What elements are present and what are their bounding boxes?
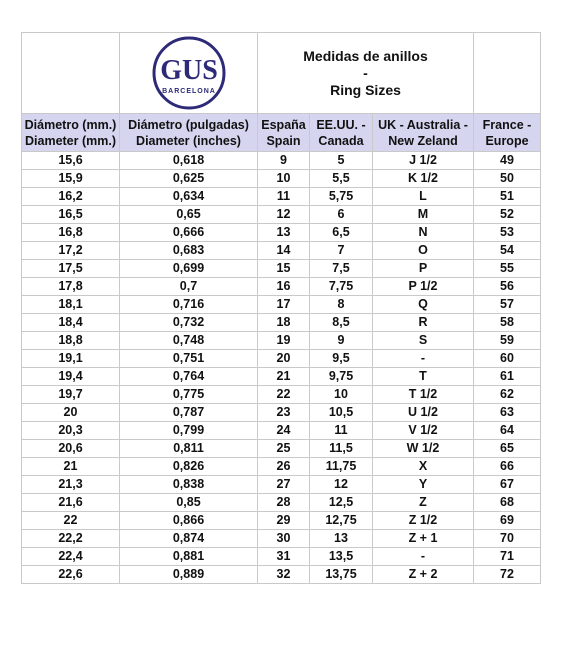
column-header-spain <box>258 114 310 152</box>
cell-france-europe: 61 <box>474 368 541 386</box>
cell-us-canada: 12,75 <box>310 512 373 530</box>
cell-uk-australia-nz: W 1/2 <box>373 440 474 458</box>
cell-spain: 9 <box>258 152 310 170</box>
gus-barcelona-logo <box>144 35 234 111</box>
cell-diameter-mm: 17,5 <box>22 260 120 278</box>
cell-diameter-inches: 0,625 <box>120 170 258 188</box>
cell-france-europe: 64 <box>474 422 541 440</box>
table-row <box>22 242 541 260</box>
cell-spain: 10 <box>258 170 310 188</box>
cell-diameter-mm: 21,6 <box>22 494 120 512</box>
cell-diameter-mm: 21 <box>22 458 120 476</box>
cell-diameter-mm: 19,4 <box>22 368 120 386</box>
column-header-line-1: UK - Australia - <box>378 117 468 132</box>
cell-diameter-mm: 22,6 <box>22 566 120 584</box>
cell-us-canada: 13,5 <box>310 548 373 566</box>
column-header-line-1: EE.UU. - <box>316 117 366 132</box>
table-row <box>22 440 541 458</box>
table-row <box>22 224 541 242</box>
cell-diameter-mm: 21,3 <box>22 476 120 494</box>
empty-corner-cell <box>22 33 120 114</box>
cell-france-europe: 53 <box>474 224 541 242</box>
column-header-uk-australia-nz <box>373 114 474 152</box>
cell-us-canada: 11,5 <box>310 440 373 458</box>
cell-diameter-mm: 22 <box>22 512 120 530</box>
cell-us-canada: 8 <box>310 296 373 314</box>
cell-us-canada: 11 <box>310 422 373 440</box>
column-header-row <box>22 114 541 152</box>
table-row <box>22 314 541 332</box>
cell-diameter-inches: 0,699 <box>120 260 258 278</box>
column-header-line-2: New Zeland <box>388 133 458 148</box>
cell-spain: 11 <box>258 188 310 206</box>
cell-uk-australia-nz: T <box>373 368 474 386</box>
table-row <box>22 476 541 494</box>
cell-uk-australia-nz: Z + 1 <box>373 530 474 548</box>
table-row <box>22 152 541 170</box>
cell-spain: 20 <box>258 350 310 368</box>
cell-diameter-mm: 19,7 <box>22 386 120 404</box>
cell-france-europe: 57 <box>474 296 541 314</box>
cell-diameter-inches: 0,889 <box>120 566 258 584</box>
title-line-3: Ring Sizes <box>330 81 401 98</box>
table-row <box>22 566 541 584</box>
cell-diameter-inches: 0,838 <box>120 476 258 494</box>
cell-diameter-inches: 0,787 <box>120 404 258 422</box>
cell-spain: 27 <box>258 476 310 494</box>
cell-diameter-mm: 18,1 <box>22 296 120 314</box>
cell-spain: 26 <box>258 458 310 476</box>
ring-size-sheet <box>21 32 540 584</box>
cell-spain: 21 <box>258 368 310 386</box>
header-row <box>22 33 541 114</box>
cell-diameter-inches: 0,799 <box>120 422 258 440</box>
cell-france-europe: 55 <box>474 260 541 278</box>
logo-sub-text: BARCELONA <box>161 88 216 95</box>
cell-diameter-inches: 0,874 <box>120 530 258 548</box>
column-header-us-canada <box>310 114 373 152</box>
title-line-1: Medidas de anillos <box>303 47 428 64</box>
cell-france-europe: 67 <box>474 476 541 494</box>
column-header-line-2: Diameter (inches) <box>136 133 241 148</box>
cell-diameter-mm: 18,4 <box>22 314 120 332</box>
cell-france-europe: 51 <box>474 188 541 206</box>
cell-uk-australia-nz: T 1/2 <box>373 386 474 404</box>
cell-france-europe: 59 <box>474 332 541 350</box>
cell-france-europe: 49 <box>474 152 541 170</box>
cell-diameter-mm: 22,4 <box>22 548 120 566</box>
cell-spain: 17 <box>258 296 310 314</box>
cell-spain: 25 <box>258 440 310 458</box>
cell-us-canada: 10 <box>310 386 373 404</box>
column-header-line-1: España <box>261 117 306 132</box>
cell-diameter-mm: 20,6 <box>22 440 120 458</box>
column-header-line-1: France - <box>482 117 532 132</box>
cell-us-canada: 6 <box>310 206 373 224</box>
cell-us-canada: 8,5 <box>310 314 373 332</box>
column-header-france-europe <box>474 114 541 152</box>
cell-diameter-mm: 20 <box>22 404 120 422</box>
cell-us-canada: 9,5 <box>310 350 373 368</box>
cell-france-europe: 50 <box>474 170 541 188</box>
cell-diameter-inches: 0,683 <box>120 242 258 260</box>
cell-diameter-inches: 0,751 <box>120 350 258 368</box>
table-row <box>22 278 541 296</box>
cell-spain: 30 <box>258 530 310 548</box>
cell-us-canada: 13 <box>310 530 373 548</box>
column-header-line-1: Diámetro (mm.) <box>24 117 117 132</box>
cell-diameter-inches: 0,811 <box>120 440 258 458</box>
cell-uk-australia-nz: Z + 2 <box>373 566 474 584</box>
cell-spain: 12 <box>258 206 310 224</box>
cell-diameter-mm: 16,8 <box>22 224 120 242</box>
cell-spain: 31 <box>258 548 310 566</box>
cell-uk-australia-nz: Z <box>373 494 474 512</box>
cell-france-europe: 70 <box>474 530 541 548</box>
cell-diameter-inches: 0,7 <box>120 278 258 296</box>
cell-us-canada: 11,75 <box>310 458 373 476</box>
cell-us-canada: 13,75 <box>310 566 373 584</box>
cell-spain: 29 <box>258 512 310 530</box>
empty-header-cell <box>474 33 541 114</box>
cell-spain: 23 <box>258 404 310 422</box>
table-row <box>22 332 541 350</box>
cell-uk-australia-nz: N <box>373 224 474 242</box>
cell-france-europe: 56 <box>474 278 541 296</box>
column-header-line-2: Diameter (mm.) <box>25 133 116 148</box>
table-row <box>22 170 541 188</box>
cell-france-europe: 68 <box>474 494 541 512</box>
table-row <box>22 548 541 566</box>
cell-diameter-mm: 16,5 <box>22 206 120 224</box>
table-row <box>22 458 541 476</box>
cell-spain: 19 <box>258 332 310 350</box>
cell-us-canada: 12,5 <box>310 494 373 512</box>
cell-us-canada: 7,5 <box>310 260 373 278</box>
logo-cell <box>120 33 258 114</box>
cell-france-europe: 58 <box>474 314 541 332</box>
cell-spain: 13 <box>258 224 310 242</box>
cell-spain: 24 <box>258 422 310 440</box>
cell-diameter-mm: 18,8 <box>22 332 120 350</box>
cell-diameter-mm: 15,6 <box>22 152 120 170</box>
cell-uk-australia-nz: Z 1/2 <box>373 512 474 530</box>
table-row <box>22 260 541 278</box>
cell-us-canada: 9 <box>310 332 373 350</box>
table-row <box>22 296 541 314</box>
title-line-2: - <box>363 64 368 81</box>
cell-spain: 28 <box>258 494 310 512</box>
table-row <box>22 188 541 206</box>
cell-uk-australia-nz: M <box>373 206 474 224</box>
cell-diameter-mm: 16,2 <box>22 188 120 206</box>
table-row <box>22 422 541 440</box>
cell-uk-australia-nz: J 1/2 <box>373 152 474 170</box>
cell-diameter-inches: 0,748 <box>120 332 258 350</box>
cell-diameter-inches: 0,65 <box>120 206 258 224</box>
cell-uk-australia-nz: O <box>373 242 474 260</box>
cell-us-canada: 5,75 <box>310 188 373 206</box>
table-row <box>22 386 541 404</box>
cell-diameter-inches: 0,732 <box>120 314 258 332</box>
cell-us-canada: 5 <box>310 152 373 170</box>
cell-us-canada: 5,5 <box>310 170 373 188</box>
cell-france-europe: 54 <box>474 242 541 260</box>
cell-diameter-inches: 0,866 <box>120 512 258 530</box>
cell-diameter-inches: 0,716 <box>120 296 258 314</box>
cell-diameter-inches: 0,634 <box>120 188 258 206</box>
cell-us-canada: 12 <box>310 476 373 494</box>
cell-uk-australia-nz: P 1/2 <box>373 278 474 296</box>
cell-france-europe: 52 <box>474 206 541 224</box>
cell-uk-australia-nz: P <box>373 260 474 278</box>
cell-spain: 32 <box>258 566 310 584</box>
cell-diameter-inches: 0,666 <box>120 224 258 242</box>
cell-uk-australia-nz: S <box>373 332 474 350</box>
cell-diameter-mm: 22,2 <box>22 530 120 548</box>
table-row <box>22 404 541 422</box>
cell-france-europe: 72 <box>474 566 541 584</box>
cell-spain: 22 <box>258 386 310 404</box>
cell-uk-australia-nz: K 1/2 <box>373 170 474 188</box>
cell-diameter-mm: 17,8 <box>22 278 120 296</box>
cell-uk-australia-nz: X <box>373 458 474 476</box>
cell-diameter-inches: 0,85 <box>120 494 258 512</box>
cell-us-canada: 10,5 <box>310 404 373 422</box>
column-header-line-2: Europe <box>485 133 529 148</box>
table-row <box>22 512 541 530</box>
table-row <box>22 494 541 512</box>
cell-uk-australia-nz: - <box>373 350 474 368</box>
cell-spain: 18 <box>258 314 310 332</box>
cell-spain: 14 <box>258 242 310 260</box>
cell-diameter-mm: 19,1 <box>22 350 120 368</box>
cell-us-canada: 6,5 <box>310 224 373 242</box>
cell-france-europe: 62 <box>474 386 541 404</box>
cell-diameter-inches: 0,775 <box>120 386 258 404</box>
cell-france-europe: 60 <box>474 350 541 368</box>
column-header-line-2: Canada <box>318 133 364 148</box>
cell-uk-australia-nz: L <box>373 188 474 206</box>
table-row <box>22 350 541 368</box>
cell-france-europe: 69 <box>474 512 541 530</box>
table-row <box>22 206 541 224</box>
cell-spain: 16 <box>258 278 310 296</box>
cell-diameter-mm: 20,3 <box>22 422 120 440</box>
cell-diameter-mm: 15,9 <box>22 170 120 188</box>
ring-size-table <box>21 32 541 584</box>
column-header-line-2: Spain <box>266 133 301 148</box>
cell-diameter-mm: 17,2 <box>22 242 120 260</box>
cell-us-canada: 9,75 <box>310 368 373 386</box>
cell-diameter-inches: 0,618 <box>120 152 258 170</box>
cell-uk-australia-nz: U 1/2 <box>373 404 474 422</box>
cell-uk-australia-nz: Q <box>373 296 474 314</box>
title-cell <box>258 33 474 114</box>
cell-us-canada: 7 <box>310 242 373 260</box>
column-header-line-1: Diámetro (pulgadas) <box>128 117 249 132</box>
cell-uk-australia-nz: R <box>373 314 474 332</box>
cell-uk-australia-nz: V 1/2 <box>373 422 474 440</box>
table-row <box>22 530 541 548</box>
cell-france-europe: 65 <box>474 440 541 458</box>
cell-diameter-inches: 0,764 <box>120 368 258 386</box>
cell-diameter-inches: 0,826 <box>120 458 258 476</box>
table-row <box>22 368 541 386</box>
column-header-diameter-mm <box>22 114 120 152</box>
cell-uk-australia-nz: - <box>373 548 474 566</box>
cell-diameter-inches: 0,881 <box>120 548 258 566</box>
cell-us-canada: 7,75 <box>310 278 373 296</box>
cell-france-europe: 71 <box>474 548 541 566</box>
cell-uk-australia-nz: Y <box>373 476 474 494</box>
logo-brand-text: GUS <box>159 55 218 86</box>
cell-france-europe: 63 <box>474 404 541 422</box>
cell-france-europe: 66 <box>474 458 541 476</box>
cell-spain: 15 <box>258 260 310 278</box>
column-header-diameter-inches <box>120 114 258 152</box>
